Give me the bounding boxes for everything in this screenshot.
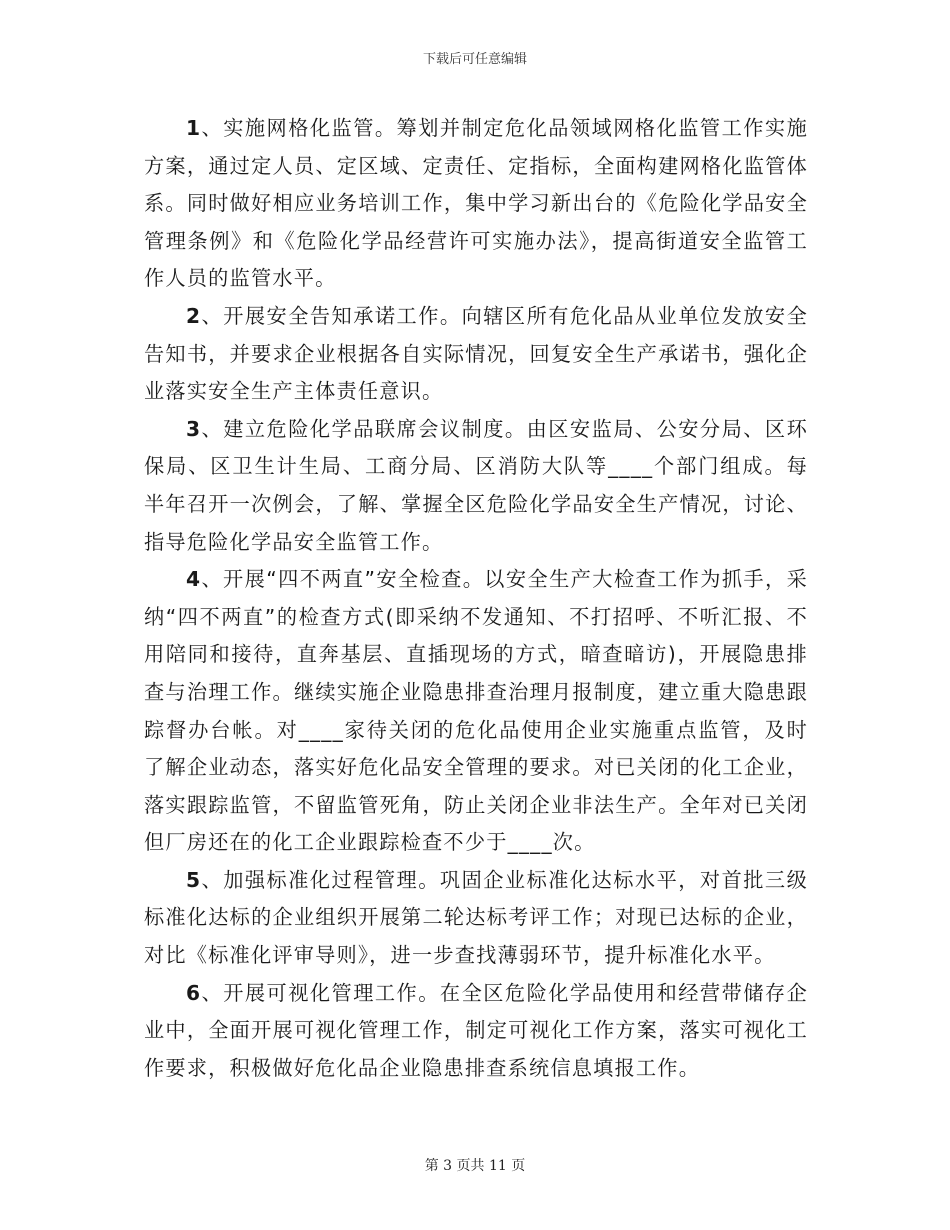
paragraph-2 (144, 298, 808, 411)
paragraph-6-number: 6 (186, 980, 202, 1005)
paragraph-3-number: 3 (186, 416, 202, 441)
paragraph-6-text: 、开展可视化管理工作。在全区危险化学品使用和经营带储存企业中，全面开展可视化管理工作，制定可视化工作方案，落实可视化工作要求，积极做好危化品企业隐患排查系统信息填报工作。 (144, 980, 808, 1080)
paragraph-5 (144, 862, 808, 975)
paragraph-1-text: 、实施网格化监管。筹划并制定危化品领域网格化监管工作实施方案，通过定人员、定区域、定责任、定指标，全面构建网格化监管体系。同时做好相应业务培训工作，集中学习新出台的《危险化学品安全管理条例》和《危险化学品经营许可实施办法》，提高街道安全监管工作人员的监管水平。 (144, 116, 808, 291)
paragraph-1 (144, 110, 808, 298)
paragraph-1-number: 1 (186, 116, 202, 140)
paragraph-4 (144, 561, 808, 862)
page-header: 下载后可任意编辑 (422, 52, 527, 67)
paragraph-4-number: 4 (186, 567, 202, 592)
document-body (144, 110, 808, 1087)
paragraph-2-text: 、开展安全告知承诺工作。向辖区所有危化品从业单位发放安全告知书，并要求企业根据各自实际情况，回复安全生产承诺书，强化企业落实安全生产主体责任意识。 (144, 303, 808, 404)
page-number-footer: 第 3 页共 11 页 (424, 1158, 526, 1174)
paragraph-4-text: 、开展“四不两直”安全检查。以安全生产大检查工作为抓手，采纳“四不两直”的检查方式(即采纳不发通知、不打招呼、不听汇报、不用陪同和接待，直奔基层、直插现场的方式，暗查暗访)，开展隐患排查与治理工作。继续实施企业隐患排查治理月报制度，建立重大隐患跟踪督办台帐。对____家待关闭的危化品使用企业实施重点监管，及时了解企业动态，落实好危化品安全管理的要求。对已关闭的化工企业，落实跟踪监管，不留监管死角，防止关闭企业非法生产。全年对已关闭但厂房还在的化工企业跟踪检查不少于____次。 (144, 567, 808, 855)
paragraph-2-number: 2 (186, 303, 202, 328)
paragraph-5-text: 、加强标准化过程管理。巩固企业标准化达标水平，对首批三级标准化达标的企业组织开展第二轮达标考评工作；对现已达标的企业，对比《标准化评审导则》，进一步查找薄弱环节，提升标准化水平。 (144, 867, 808, 968)
paragraph-5-number: 5 (186, 867, 202, 892)
paragraph-6 (144, 975, 808, 1088)
paragraph-3 (144, 411, 808, 561)
paragraph-3-text: 、建立危险化学品联席会议制度。由区安监局、公安分局、区环保局、区卫生计生局、工商分局、区消防大队等____个部门组成。每半年召开一次例会，了解、掌握全区危险化学品安全生产情况，讨论、指导危险化学品安全监管工作。 (144, 416, 808, 554)
